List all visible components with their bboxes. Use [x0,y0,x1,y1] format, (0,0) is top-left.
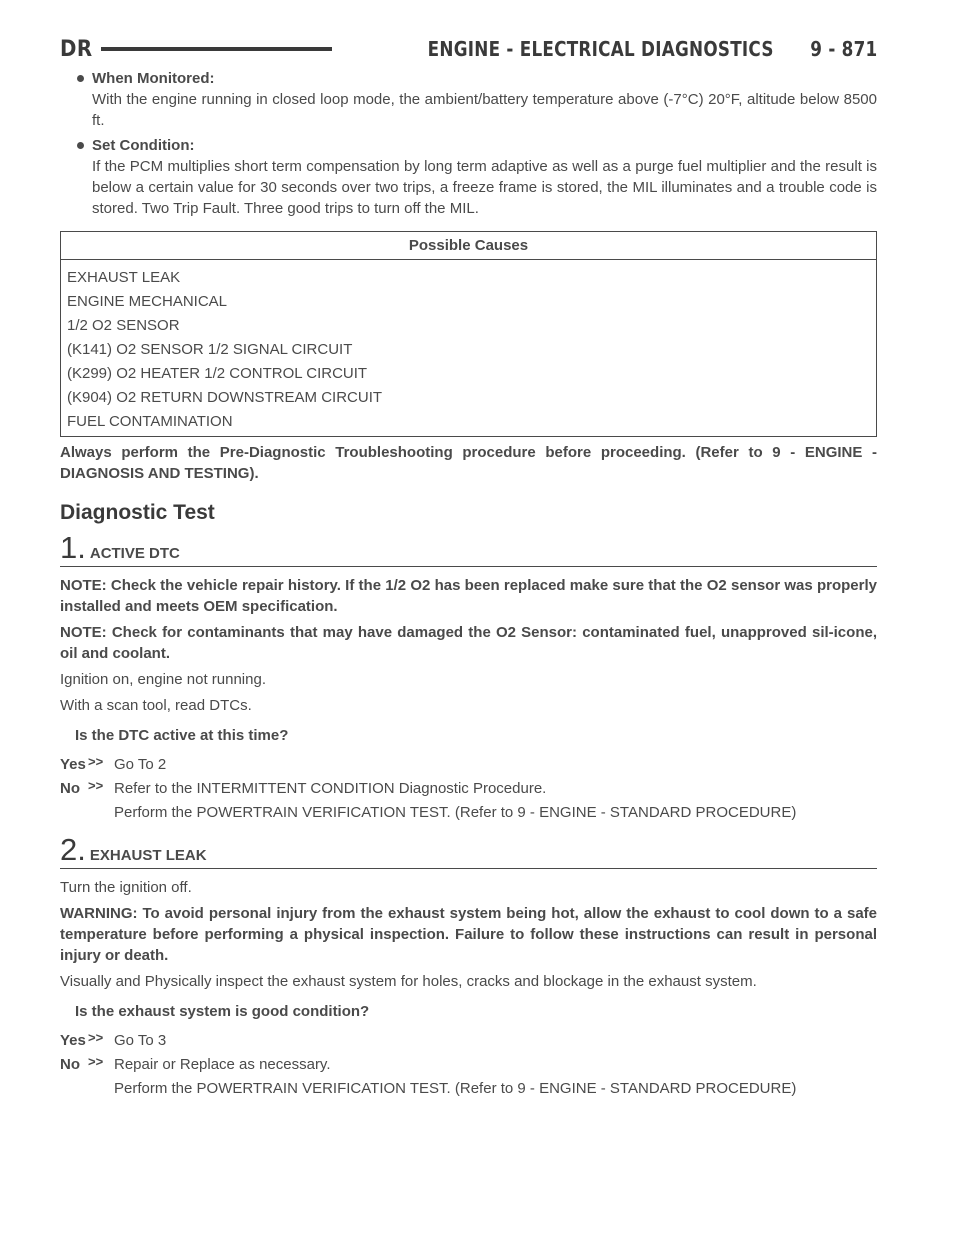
answer-no-followup: Perform the POWERTRAIN VERIFICATION TEST. (Refer to 9 - ENGINE - STANDARD PROCEDURE) [114,1080,797,1097]
answer-arrow: >> [88,778,104,793]
possible-causes-list [61,260,876,436]
note-contaminants: NOTE: Check for contaminants that may have damaged the O2 Sensor: contaminated fuel, unapproved sil-icone, oil and coolant. [60,624,877,662]
bullet-dot-icon [77,142,84,149]
answer-arrow: >> [88,1054,104,1069]
possible-causes-table [60,231,877,437]
instruction-line: With a scan tool, read DTCs. [60,697,252,714]
answer-no-label: No [60,1056,80,1073]
step-number: 1. [60,530,86,565]
step-question: Is the exhaust system is good condition? [75,1003,370,1020]
answer-yes [60,754,877,775]
answer-yes-label: Yes [60,1032,86,1049]
bullet-set-condition [60,135,877,219]
answer-arrow: >> [88,754,104,769]
bullet-text: If the PCM multiplies short term compensation by long term adaptive as well as a purge fuel multiplier and the result is below a certain value for 30 seconds over two trips, a freeze frame is stored, the MIL illuminates and a trouble code is stored. Two Trip Fault. Three good trips to turn off the MIL. [92,158,877,217]
cause-item: EXHAUST LEAK [67,269,181,286]
instruction-line: Ignition on, engine not running. [60,671,266,688]
note-repair-history: NOTE: Check the vehicle repair history. If the 1/2 O2 has been replaced make sure that the O2 sensor was properly installed and meets OEM specification. [60,577,877,615]
cause-item: FUEL CONTAMINATION [67,413,233,430]
monitor-bullets [60,68,877,219]
bullet-title: Set Condition: [92,137,195,154]
answer-no-text: Repair or Replace as necessary. [114,1056,331,1073]
answer-no [60,778,877,823]
possible-causes-header: Possible Causes [61,232,876,260]
answer-no-followup: Perform the POWERTRAIN VERIFICATION TEST. (Refer to 9 - ENGINE - STANDARD PROCEDURE) [114,804,797,821]
answer-no-body [114,778,877,823]
step-question: Is the DTC active at this time? [75,727,289,744]
answer-no-text: Refer to the INTERMITTENT CONDITION Diagnostic Procedure. [114,780,547,797]
cause-item: (K904) O2 RETURN DOWNSTREAM CIRCUIT [67,389,383,406]
header-title: ENGINE - ELECTRICAL DIAGNOSTICS 9 - 871 [427,36,877,61]
step-number: 2. [60,832,86,867]
page-header [60,32,877,66]
manual-page [60,32,877,1102]
step-heading [60,530,877,567]
step-2 [60,832,877,1099]
answer-arrow: >> [88,1030,104,1045]
cause-item: 1/2 O2 SENSOR [67,317,180,334]
instruction-line: Visually and Physically inspect the exhaust system for holes, cracks and blockage in the exhaust system. [60,973,757,990]
answer-yes-label: Yes [60,756,86,773]
answer-no [60,1054,877,1099]
step-title: EXHAUST LEAK [89,847,207,864]
bullet-text: With the engine running in closed loop mode, the ambient/battery temperature above (-7°C) 20°F, altitude below 8500 ft. [92,91,877,129]
header-rule [101,47,332,51]
cause-item: ENGINE MECHANICAL [67,293,228,310]
bullet-dot-icon [77,75,84,82]
header-section-code: DR [60,36,93,62]
answer-no-label: No [60,780,80,797]
instruction-line: Turn the ignition off. [60,879,192,896]
pre-diagnostic-note: Always perform the Pre-Diagnostic Troubleshooting procedure before proceeding. (Refer to 9 - ENGINE - DIAGNOSIS AND TESTING). [60,444,877,482]
answer-no-body [114,1054,877,1099]
step-heading [60,832,877,869]
warning-text: WARNING: To avoid personal injury from the exhaust system being hot, allow the exhaust to cool down to a safe temperature before performing a physical inspection. Failure to follow these instructions can result in personal injury or death. [60,905,877,964]
cause-item: (K299) O2 HEATER 1/2 CONTROL CIRCUIT [67,365,368,382]
diagnostic-test-heading: Diagnostic Test [60,501,215,524]
step-1 [60,530,877,823]
answer-yes [60,1030,877,1051]
answer-yes-text: Go To 3 [114,1032,167,1049]
bullet-title: When Monitored: [92,70,215,87]
step-title: ACTIVE DTC [89,545,180,562]
cause-item: (K141) O2 SENSOR 1/2 SIGNAL CIRCUIT [67,341,353,358]
bullet-when-monitored [60,68,877,131]
answer-yes-text: Go To 2 [114,756,167,773]
